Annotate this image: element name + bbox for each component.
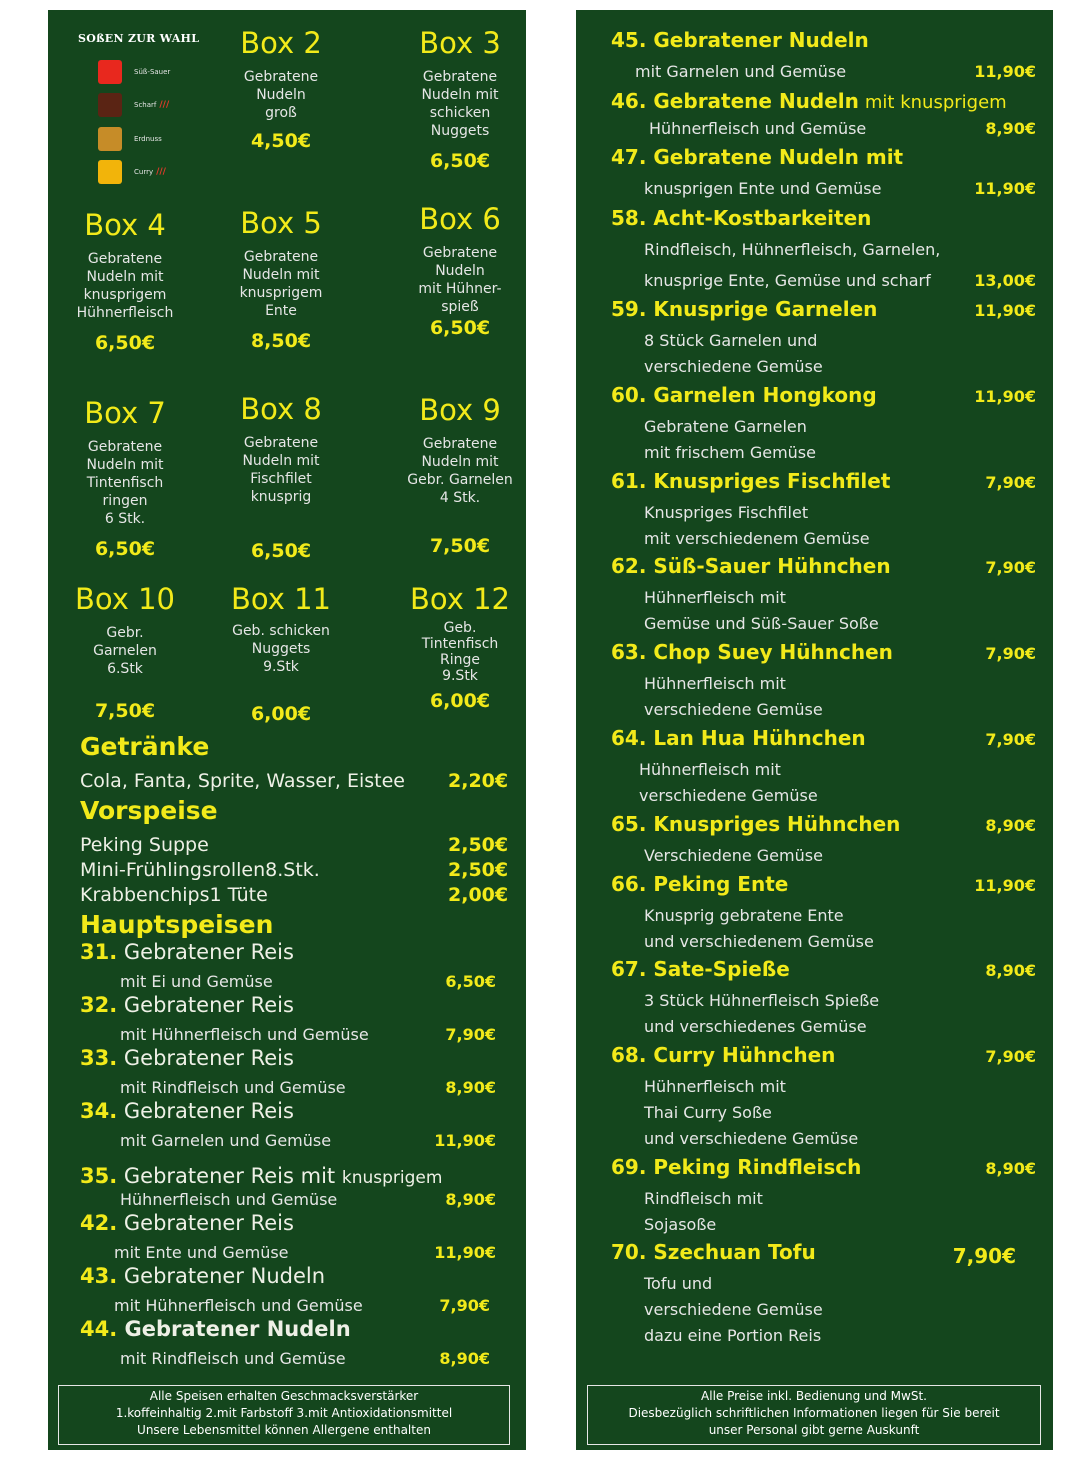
box-description: Geb. Tintenfisch Ringe 9.Stk — [421, 620, 499, 684]
chili-icon: /// — [156, 167, 166, 177]
footnote-line: unser Personal gibt gerne Auskunft — [708, 1423, 920, 1437]
box-description: Gebratene Nudeln mit Tintenfisch ringen 6 Stk. — [86, 439, 164, 527]
box-item — [206, 582, 356, 676]
sauce-legend-title: SOßEN ZUR WAHL — [78, 32, 200, 45]
dish-price: 7,90€ — [985, 473, 1036, 492]
box-item — [206, 26, 356, 122]
dish-subtitle: mit frischem Gemüse — [644, 443, 816, 462]
starter-item-price: 2,50€ — [448, 834, 509, 856]
box-price: 6,00€ — [429, 690, 491, 712]
dish-subtitle: mit Garnelen und Gemüse — [635, 62, 847, 81]
dish-title: 45. Gebratener Nudeln — [611, 28, 869, 52]
box-item — [385, 202, 535, 316]
box-description: Gebr. Garnelen 6.Stk — [93, 625, 157, 677]
dish-title: 69. Peking Rindfleisch — [611, 1155, 862, 1179]
dish-price: 11,90€ — [974, 179, 1036, 198]
box-price: 6,00€ — [250, 703, 312, 725]
starter-item-name: Peking Suppe — [80, 834, 209, 856]
dish-title: 67. Sate-Spieße — [611, 957, 790, 981]
dish-title: 46. Gebratene Nudeln mit knusprigem — [611, 89, 1007, 113]
dish-price: 7,90€ — [439, 1296, 490, 1315]
dish-subtitle: Hühnerfleisch mit — [644, 588, 786, 607]
dish-price: 7,90€ — [952, 1244, 1016, 1268]
box-item — [385, 393, 535, 507]
box-price: 6,50€ — [250, 540, 312, 562]
dish-subtitle: 8 Stück Garnelen und — [644, 331, 818, 350]
dish-price: 11,90€ — [434, 1131, 496, 1150]
box-item — [50, 396, 200, 528]
box-title: Box 4 — [84, 208, 166, 242]
dish-title: 58. Acht-Kostbarkeiten — [611, 206, 872, 230]
dish-subtitle: Rindfleisch mit — [644, 1189, 763, 1208]
box-description: Gebratene Nudeln mit schicken Nuggets — [421, 69, 499, 139]
dish-title: 66. Peking Ente — [611, 872, 789, 896]
box-price: 7,50€ — [94, 700, 156, 722]
dish-title: 42. Gebratener Reis — [80, 1211, 294, 1235]
starter-item-price: 2,00€ — [448, 884, 509, 906]
box-title: Box 11 — [230, 582, 332, 616]
dish-title: 35. Gebratener Reis mit knusprigem — [80, 1164, 443, 1188]
dish-price: 8,90€ — [985, 1159, 1036, 1178]
sauce-name: Curry /// — [134, 167, 166, 177]
dish-price: 8,90€ — [445, 1190, 496, 1209]
dish-price: 8,90€ — [445, 1078, 496, 1097]
starter-item-name: Mini-Frühlingsrollen8.Stk. — [80, 859, 320, 881]
dish-subtitle: Gemüse und Süß-Sauer Soße — [644, 614, 879, 633]
dish-subtitle: verschiedene Gemüse — [644, 1300, 823, 1319]
chili-icon: /// — [159, 100, 170, 110]
footnote-line: 1.koffeinhaltig 2.mit Farbstoff 3.mit Antioxidationsmittel — [115, 1406, 453, 1420]
dish-subtitle: und verschiedene Gemüse — [644, 1129, 859, 1148]
dish-title: 33. Gebratener Reis — [80, 1046, 294, 1070]
dish-title: 34. Gebratener Reis — [80, 1099, 294, 1123]
box-title: Box 3 — [419, 26, 501, 60]
dish-subtitle: knusprige Ente, Gemüse und scharf — [644, 271, 931, 290]
box-price: 4,50€ — [250, 130, 312, 152]
dish-subtitle: Knuspriges Fischfilet — [644, 503, 809, 522]
dish-subtitle: knusprigen Ente und Gemüse — [644, 179, 882, 198]
box-price: 6,50€ — [94, 538, 156, 560]
drink-item-name: Cola, Fanta, Sprite, Wasser, Eistee — [80, 770, 405, 792]
sauce-swatch-spicy — [98, 93, 122, 117]
box-item — [206, 392, 356, 506]
starter-item-price: 2,50€ — [448, 859, 509, 881]
footnote-line: Diesbezüglich schriftlichen Informationen liegen für Sie bereit — [628, 1406, 1000, 1420]
dish-title: 32. Gebratener Reis — [80, 993, 294, 1017]
box-description: Gebratene Nudeln mit knusprigem Ente — [239, 249, 323, 319]
dish-subtitle: Verschiedene Gemüse — [644, 846, 823, 865]
dish-subtitle: mit Rindfleisch und Gemüse — [120, 1349, 346, 1368]
dish-title: 47. Gebratene Nudeln mit — [611, 145, 904, 169]
dish-subtitle: mit Garnelen und Gemüse — [120, 1131, 332, 1150]
dish-price: 8,90€ — [985, 119, 1036, 138]
dish-title: 61. Knuspriges Fischfilet — [611, 469, 891, 493]
dish-subtitle: verschiedene Gemüse — [639, 786, 818, 805]
section-title-drinks: Getränke — [80, 732, 210, 761]
sauce-name: Erdnuss — [134, 135, 162, 143]
box-price: 6,50€ — [429, 150, 491, 172]
dish-subtitle: Sojasoße — [644, 1215, 717, 1234]
dish-subtitle: mit Ei und Gemüse — [120, 972, 273, 991]
dish-price: 6,50€ — [445, 972, 496, 991]
box-title: Box 6 — [419, 202, 501, 236]
box-price: 6,50€ — [94, 332, 156, 354]
dish-price: 13,00€ — [974, 271, 1036, 290]
dish-price: 7,90€ — [445, 1025, 496, 1044]
dish-price: 8,90€ — [985, 961, 1036, 980]
section-title-starters: Vorspeise — [80, 796, 218, 825]
dish-subtitle: verschiedene Gemüse — [644, 700, 823, 719]
dish-price: 11,90€ — [434, 1243, 496, 1262]
dish-price: 11,90€ — [974, 62, 1036, 81]
sauce-name: Süß-Sauer — [134, 68, 171, 76]
dish-subtitle: mit Hühnerfleisch und Gemüse — [114, 1296, 363, 1315]
dish-price: 7,90€ — [985, 1047, 1036, 1066]
box-description: Gebratene Nudeln groß — [243, 69, 319, 121]
box-description: Gebratene Nudeln mit Fischfilet knusprig — [242, 435, 320, 505]
dish-subtitle: Hühnerfleisch und Gemüse — [120, 1190, 338, 1209]
box-title: Box 9 — [419, 393, 501, 427]
box-price: 7,50€ — [429, 535, 491, 557]
dish-title: 31. Gebratener Reis — [80, 940, 294, 964]
box-description: Gebratene Nudeln mit Gebr. Garnelen 4 Stk. — [407, 436, 513, 506]
box-item — [385, 26, 535, 140]
sauce-swatch-peanut — [98, 127, 122, 151]
dish-title: 68. Curry Hühnchen — [611, 1043, 836, 1067]
dish-title: 60. Garnelen Hongkong — [611, 383, 877, 407]
dish-price: 11,90€ — [974, 301, 1036, 320]
dish-title: 64. Lan Hua Hühnchen — [611, 726, 866, 750]
box-title: Box 5 — [240, 206, 322, 240]
dish-subtitle: Hühnerfleisch mit — [644, 674, 786, 693]
dish-title: 65. Knuspriges Hühnchen — [611, 812, 901, 836]
starter-item-name: Krabbenchips1 Tüte — [80, 884, 268, 906]
dish-price: 8,90€ — [985, 816, 1036, 835]
dish-subtitle: 3 Stück Hühnerfleisch Spieße — [644, 991, 880, 1010]
box-title: Box 7 — [84, 396, 166, 430]
left-menu-panel — [48, 10, 526, 1450]
footnote-line: Alle Speisen erhalten Geschmacksverstärker — [149, 1389, 419, 1403]
dish-subtitle: Thai Curry Soße — [644, 1103, 772, 1122]
dish-title: 70. Szechuan Tofu — [611, 1240, 816, 1264]
dish-title: 59. Knusprige Garnelen — [611, 297, 878, 321]
dish-subtitle: und verschiedenes Gemüse — [644, 1017, 867, 1036]
dish-subtitle: verschiedene Gemüse — [644, 357, 823, 376]
box-title: Box 8 — [240, 392, 322, 426]
box-title: Box 2 — [240, 26, 322, 60]
footnote-box-right — [587, 1385, 1041, 1445]
dish-price: 11,90€ — [974, 876, 1036, 895]
dish-subtitle: dazu eine Portion Reis — [644, 1326, 822, 1345]
box-title: Box 10 — [74, 582, 176, 616]
dish-price: 8,90€ — [439, 1349, 490, 1368]
box-item — [50, 208, 200, 322]
footnote-line: Unsere Lebensmittel können Allergene enthalten — [137, 1423, 431, 1437]
dish-title: 63. Chop Suey Hühnchen — [611, 640, 893, 664]
dish-subtitle: mit Ente und Gemüse — [114, 1243, 289, 1262]
dish-price: 11,90€ — [974, 387, 1036, 406]
dish-subtitle: Knusprig gebratene Ente — [644, 906, 844, 925]
dish-subtitle: Hühnerfleisch mit — [639, 760, 781, 779]
dish-subtitle: mit verschiedenem Gemüse — [644, 529, 870, 548]
dish-subtitle: Hühnerfleisch und Gemüse — [649, 119, 867, 138]
box-price: 6,50€ — [429, 317, 491, 339]
box-price: 8,50€ — [250, 330, 312, 352]
sauce-swatch-curry — [98, 160, 122, 184]
dish-subtitle: Rindfleisch, Hühnerfleisch, Garnelen, — [644, 240, 941, 259]
dish-subtitle: Hühnerfleisch mit — [644, 1077, 786, 1096]
dish-subtitle: Gebratene Garnelen — [644, 417, 807, 436]
box-description: Gebratene Nudeln mit knusprigem Hühnerfleisch — [76, 251, 174, 321]
box-title: Box 12 — [409, 582, 511, 616]
box-item — [206, 206, 356, 320]
sauce-swatch-sweet-sour — [98, 60, 122, 84]
dish-subtitle: mit Rindfleisch und Gemüse — [120, 1078, 346, 1097]
dish-subtitle: und verschiedenem Gemüse — [644, 932, 874, 951]
box-description: Gebratene Nudeln mit Hühner- spieß — [418, 245, 502, 315]
dish-subtitle: Tofu und — [644, 1274, 713, 1293]
dish-title: 62. Süß-Sauer Hühnchen — [611, 554, 891, 578]
dish-subtitle: mit Hühnerfleisch und Gemüse — [120, 1025, 369, 1044]
section-title-mains: Hauptspeisen — [80, 910, 274, 939]
dish-price: 7,90€ — [985, 644, 1036, 663]
box-item — [385, 582, 535, 684]
dish-title: 43. Gebratener Nudeln — [80, 1264, 326, 1288]
box-description: Geb. schicken Nuggets 9.Stk — [232, 623, 330, 675]
footnote-line: Alle Preise inkl. Bedienung und MwSt. — [701, 1389, 927, 1403]
footnote-box-left — [58, 1385, 510, 1445]
dish-price: 7,90€ — [985, 730, 1036, 749]
dish-title: 44. Gebratener Nudeln — [80, 1317, 351, 1341]
box-item — [50, 582, 200, 678]
dish-price: 7,90€ — [985, 558, 1036, 577]
right-menu-panel — [576, 10, 1053, 1450]
drink-item-price: 2,20€ — [448, 770, 509, 792]
sauce-name: Scharf /// — [134, 100, 170, 110]
